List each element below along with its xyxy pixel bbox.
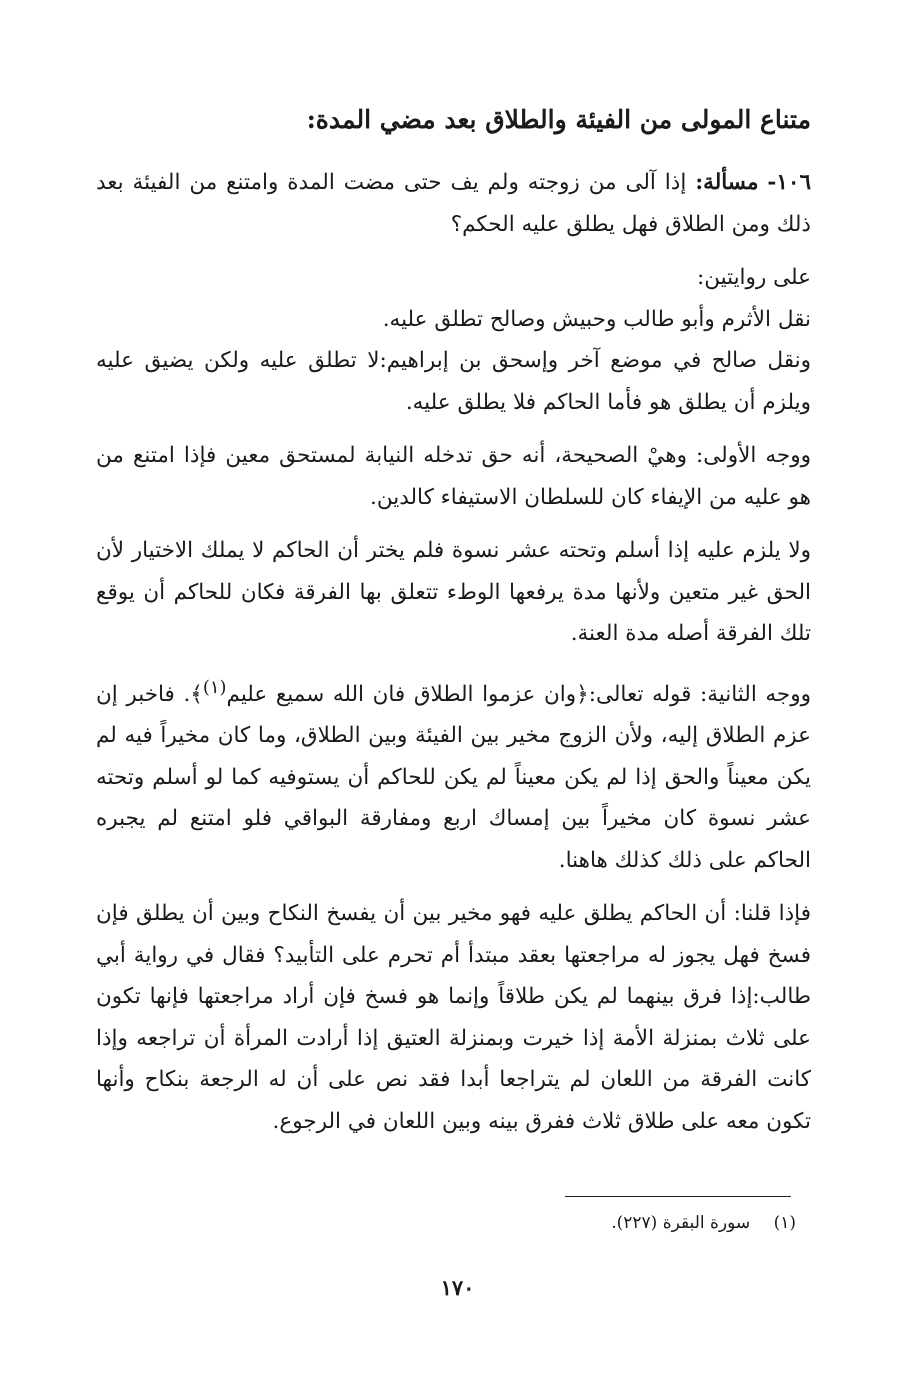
issue-number: ١٠٦- — [767, 170, 811, 195]
first-narration: نقل الأثرم وأبو طالب وحبيش وصالح تطلق عليه. — [382, 306, 811, 332]
first-view-paragraph: ووجه الأولى: وهيْ الصحيحة، أنه حق تدخله النيابة لمستحق معين فإذا امتنع من هو عليه من الإيفاء كان للسلطان الاستيفاء كالدين. — [96, 443, 811, 510]
footnote — [300, 1208, 796, 1238]
section-heading: متناع المولى من الفيئة والطلاق بعد مضي المدة: — [306, 105, 811, 134]
footnote-mark: (١) — [773, 1213, 796, 1233]
quran-verse: ﴿وان عزموا الطلاق فان الله سميع عليم — [226, 681, 589, 707]
page-body — [96, 100, 811, 1154]
second-narration: ونقل صالح في موضع آخر وإسحق بن إبراهيم:لا تطلق عليه ولكن يضيق عليه ويلزم أن يطلق هو فأما الحاكم فلا يطلق عليه. — [96, 348, 811, 415]
first-view-objection: ولا يلزم عليه إذا أسلم وتحته عشر نسوة فلم يختر أن الحاكم لا يملك الاختيار لأن الحق غير متعين ولأنها مدة يرفعها الوطء تتعلق بها الفرقة فكان للحاكم أن يوقع تلك الفرقة أصله مدة العنة. — [96, 538, 811, 646]
footnote-divider — [565, 1196, 791, 1197]
conclusion-paragraph: فإذا قلنا: أن الحاكم يطلق عليه فهو مخير بين أن يفسخ النكاح وبين أن يطلق فإن فسخ فهل يجوز له مراجعتها بعقد مبتدأ أم تحرم على التأبيد؟ فقال في رواية أبي طالب:إذا فرق بينهما لم يكن طلاقاً وإنما هو فسخ فإن أراد مراجعتها فإنها تكون على ثلاث بمنزلة الأمة إذا خيرت وبمنزلة العتيق إذا أرادت المرأة أن تراجعه وإذا كانت الفرقة من اللعان لم يتراجعا أبدا فقد نص على أن له الرجعة بنكاح وأنها تكون معه على طلاق ثلاث ففرق بينه وبين اللعان في الرجوع. — [96, 901, 811, 1134]
issue-text: إذا آلى من زوجته ولم يف حتى مضت المدة وامتنع من الفيئة بعد ذلك ومن الطلاق فهل يطلق عليه الحكم؟ — [96, 170, 811, 237]
second-view-lead: ووجه الثانية: قوله تعالى: — [588, 681, 811, 707]
quran-verse-close: ﴾. — [183, 681, 203, 707]
footnote-reference: (١) — [202, 676, 227, 698]
footnote-text: سورة البقرة (٢٢٧). — [611, 1213, 751, 1233]
issue-paragraph — [96, 162, 811, 245]
narrations-intro: على روايتين: — [696, 265, 811, 290]
second-view-paragraph — [96, 667, 811, 882]
page-number: ١٧٠ — [440, 1275, 475, 1300]
issue-label: مسألة: — [695, 170, 759, 195]
second-view-text: فاخبر إن عزم الطلاق إليه، ولأن الزوج مخير بين الفيئة وبين الطلاق، وما كان مخيراً فيه لم يكن معيناً والحق إذا لم يكن معيناً لم يكن للحاكم أن يستوفيه كما لو أسلم وتحته عشر نسوة كان مخيراً بين إمساك اربع ومفارقة البواقي فلو امتنع لم يجبره الحاكم على ذلك كذلك هاهنا. — [96, 681, 812, 873]
